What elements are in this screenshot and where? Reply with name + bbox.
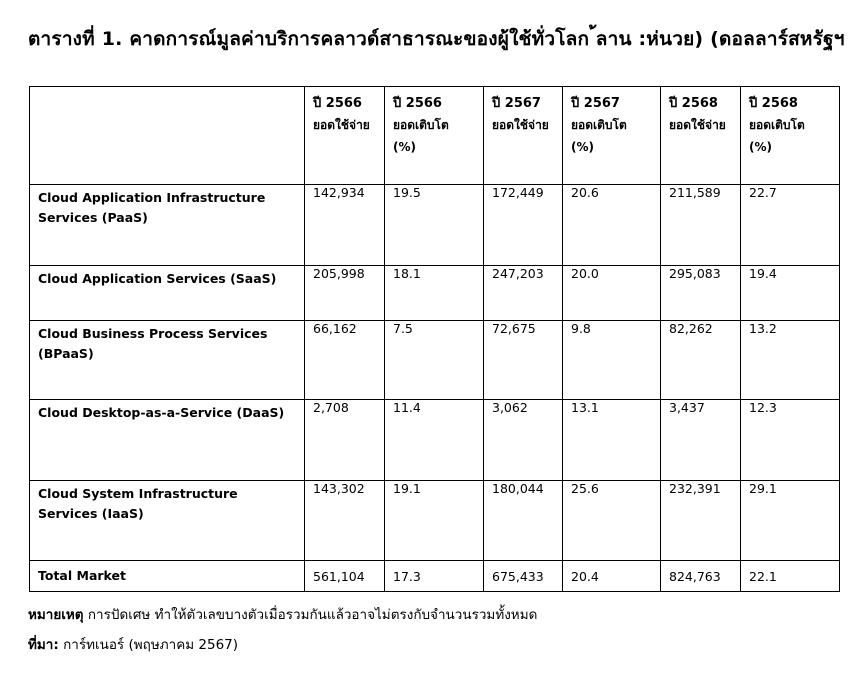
table-title: ตารางที่ 1. คาดการณ์มูลค่าบริการคลาวด์สาธารณะของผู้ใช้ทั่วโลก ้ลาน :ห่นวย) (ดอลลาร์สหรัฐฯ [28, 28, 845, 50]
source-note [28, 633, 238, 655]
row-category: Cloud Application Services (SaaS) [30, 266, 305, 321]
header-category [30, 87, 305, 185]
table-cell: 7.5 [385, 321, 484, 400]
table-cell: 143,302 [305, 481, 385, 561]
header-col: ปี 2568 ยอดใช้จ่าย [661, 87, 741, 185]
table-row [30, 185, 840, 266]
table-cell: 9.8 [563, 321, 661, 400]
note-label: หมายเหตุ [28, 607, 84, 623]
table-cell: 17.3 [385, 561, 484, 592]
table-cell: 561,104 [305, 561, 385, 592]
table-cell: 20.4 [563, 561, 661, 592]
table-row [30, 266, 840, 321]
table-cell: 19.5 [385, 185, 484, 266]
table-cell: 25.6 [563, 481, 661, 561]
table-row [30, 321, 840, 400]
table-cell: 19.4 [741, 266, 840, 321]
table-cell: 211,589 [661, 185, 741, 266]
source-text: การ์ทเนอร์ (พฤษภาคม 2567) [63, 637, 239, 653]
table-cell: 13.2 [741, 321, 840, 400]
header-col: ปี 2566 ยอดเติบโต (%) [385, 87, 484, 185]
total-row [30, 561, 840, 592]
header-row [30, 87, 840, 185]
table-cell: 675,433 [484, 561, 563, 592]
header-col: ปี 2568 ยอดเติบโต (%) [741, 87, 840, 185]
table-cell: 295,083 [661, 266, 741, 321]
table-cell: 72,675 [484, 321, 563, 400]
table-cell: 20.6 [563, 185, 661, 266]
table-cell: 205,998 [305, 266, 385, 321]
table-cell: 232,391 [661, 481, 741, 561]
table-cell: 12.3 [741, 400, 840, 481]
rounding-note [28, 603, 537, 625]
table-cell: 2,708 [305, 400, 385, 481]
table-cell: 247,203 [484, 266, 563, 321]
table-cell: 180,044 [484, 481, 563, 561]
table-cell: 22.1 [741, 561, 840, 592]
row-category: Cloud System Infrastructure Services (IaaS) [30, 481, 305, 561]
table-row [30, 400, 840, 481]
source-label: ที่มา: [28, 637, 59, 653]
table-cell: 22.7 [741, 185, 840, 266]
row-category: Cloud Desktop-as-a-Service (DaaS) [30, 400, 305, 481]
cloud-spending-table [29, 86, 840, 592]
header-col: ปี 2567 ยอดใช้จ่าย [484, 87, 563, 185]
table-cell: 66,162 [305, 321, 385, 400]
table-cell: 19.1 [385, 481, 484, 561]
table-cell: 20.0 [563, 266, 661, 321]
table-cell: 82,262 [661, 321, 741, 400]
header-col: ปี 2567 ยอดเติบโต (%) [563, 87, 661, 185]
table-cell: 29.1 [741, 481, 840, 561]
table-row [30, 481, 840, 561]
table-cell: 142,934 [305, 185, 385, 266]
row-category: Cloud Business Process Services (BPaaS) [30, 321, 305, 400]
row-category: Total Market [30, 561, 305, 592]
table-cell: 172,449 [484, 185, 563, 266]
table-cell: 3,437 [661, 400, 741, 481]
table-cell: 11.4 [385, 400, 484, 481]
table-cell: 13.1 [563, 400, 661, 481]
table-cell: 3,062 [484, 400, 563, 481]
note-text: การปัดเศษ ทำให้ตัวเลขบางตัวเมื่อรวมกันแล้วอาจไม่ตรงกับจำนวนรวมทั้งหมด [87, 607, 538, 623]
table-cell: 18.1 [385, 266, 484, 321]
row-category: Cloud Application Infrastructure Services (PaaS) [30, 185, 305, 266]
header-col: ปี 2566 ยอดใช้จ่าย [305, 87, 385, 185]
table-cell: 824,763 [661, 561, 741, 592]
